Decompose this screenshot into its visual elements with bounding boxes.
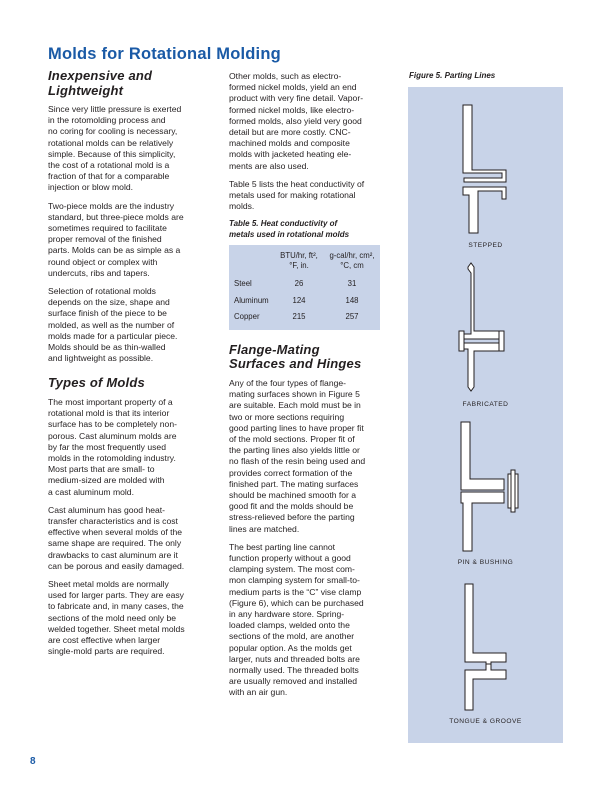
table-header-row	[229, 251, 380, 275]
left-column	[48, 69, 216, 664]
table-row	[229, 308, 380, 325]
table-header-btu: BTU/hr, ft², °F, in.	[280, 251, 318, 271]
section-heading-flange-mating: Flange-Mating Surfaces and Hinges	[229, 341, 362, 372]
stepped-parting-line-drawing	[463, 105, 506, 233]
paragraph: Since very little pressure is exerted in the rotomolding process and no coring for cooling is necessary, rotational molds can be relatively simple. Because of this simplicity, the cost of a rotational mold is a fraction of that for a comparable injection or blow mold.	[48, 104, 182, 193]
section-heading-inexpensive: Inexpensive and Lightweight	[48, 68, 153, 98]
table-cell-metal: Aluminum	[234, 295, 269, 305]
page-number: 8	[30, 756, 36, 767]
paragraph: Cast aluminum has good heat- transfer characteristics and is cost effective when several molds of the same shape are required. The only drawbacks to cast aluminum are it can be porous and easily damaged.	[48, 504, 185, 571]
table-row	[229, 292, 380, 309]
paragraph: Selection of rotational molds depends on the size, shape and surface finish of the piece to be molded, as well as the number of molds made for a particular piece. Molds should be as thin-walled and lightweight as possible.	[48, 286, 178, 364]
tongue-groove-parting-line-drawing	[465, 584, 506, 710]
table-header-gcal: g-cal/hr, cm², °C, cm	[329, 251, 375, 271]
paragraph: The best parting line cannot function properly without a good clamping system. The most com- mon clamping system for small-to- medium parts is the “C” vise clamp (Figure 6), which can be purchased in any hardware store. Spring- loaded clamps, welded onto the sections of the mold, are another popular option. As the molds get larger, nuts and threaded bolts are normally used. The threaded bolts are usually removed and installed with an air gun.	[229, 541, 364, 698]
table-cell-btu: 215	[292, 312, 306, 322]
table-row	[229, 275, 380, 292]
table-cell-btu: 26	[294, 279, 304, 289]
page-title: Molds for Rotational Molding	[48, 45, 281, 63]
parting-lines-figure	[408, 87, 563, 743]
figure-label-stepped: STEPPED	[468, 242, 503, 249]
figure-caption: Figure 5. Parting Lines	[409, 71, 496, 80]
table-cell-gcal: 31	[347, 279, 357, 289]
figure-label-tongue-groove: TONGUE & GROOVE	[449, 718, 522, 725]
table-cell-gcal: 148	[345, 295, 359, 305]
paragraph: The most important property of a rotational mold is that its interior surface has to be completely non- porous. Cast aluminum molds are by far the most frequently used molds in the rotomolding industry. Most parts that are small- to medium-sized are molded with a cast aluminum mold.	[48, 396, 177, 497]
heat-conductivity-table	[229, 245, 380, 330]
table-cell-metal: Copper	[234, 312, 260, 322]
section-heading-types-of-molds: Types of Molds	[48, 375, 145, 391]
paragraph: Table 5 lists the heat conductivity of metals used for making rotational molds.	[229, 178, 365, 212]
paragraph: Sheet metal molds are normally used for larger parts. They are easy to fabricate and, in many cases, the sections of the mold need only be welded together. Sheet metal molds are cost effective when larger single-mold parts are required.	[48, 579, 185, 657]
table-cell-btu: 124	[292, 295, 306, 305]
middle-column	[229, 71, 385, 706]
paragraph: Two-piece molds are the industry standard, but three-piece molds are sometimes required to facilitate proper removal of the finished parts. Molds can be as simple as a round object or complex with undercuts, ribs and tapers.	[48, 200, 184, 278]
figure-label-pin-bushing: PIN & BUSHING	[457, 559, 514, 566]
figure-label-fabricated: FABRICATED	[462, 401, 509, 408]
paragraph: Any of the four types of flange- mating surfaces shown in Figure 5 are suitable. Each mold must be in two or more sections requiring good parting lines to have proper fit of the mold sections. Proper fit of the parting lines also yields little or no flash of the resin being used and provides correct formation of the finished part. The mating surfaces should be machined smooth for a good fit and the molds should be stress-relieved before the parting lines are matched.	[229, 377, 366, 534]
table-cell-gcal: 257	[345, 312, 359, 322]
pin-bushing-parting-line-drawing	[461, 422, 518, 551]
table-cell-metal: Steel	[234, 279, 252, 289]
table-caption: Table 5. Heat conductivity of metals used in rotational molds	[229, 219, 350, 239]
paragraph: Other molds, such as electro- formed nickel molds, yield an end product with very fine detail. Vapor- formed nickel molds, like electro- formed molds, also yield very good detail but are more costly. CNC- machined molds and composite molds with jacketed heating ele- ments are also used.	[229, 71, 364, 171]
fabricated-parting-line-drawing	[459, 263, 504, 391]
parting-lines-diagram	[408, 87, 563, 743]
